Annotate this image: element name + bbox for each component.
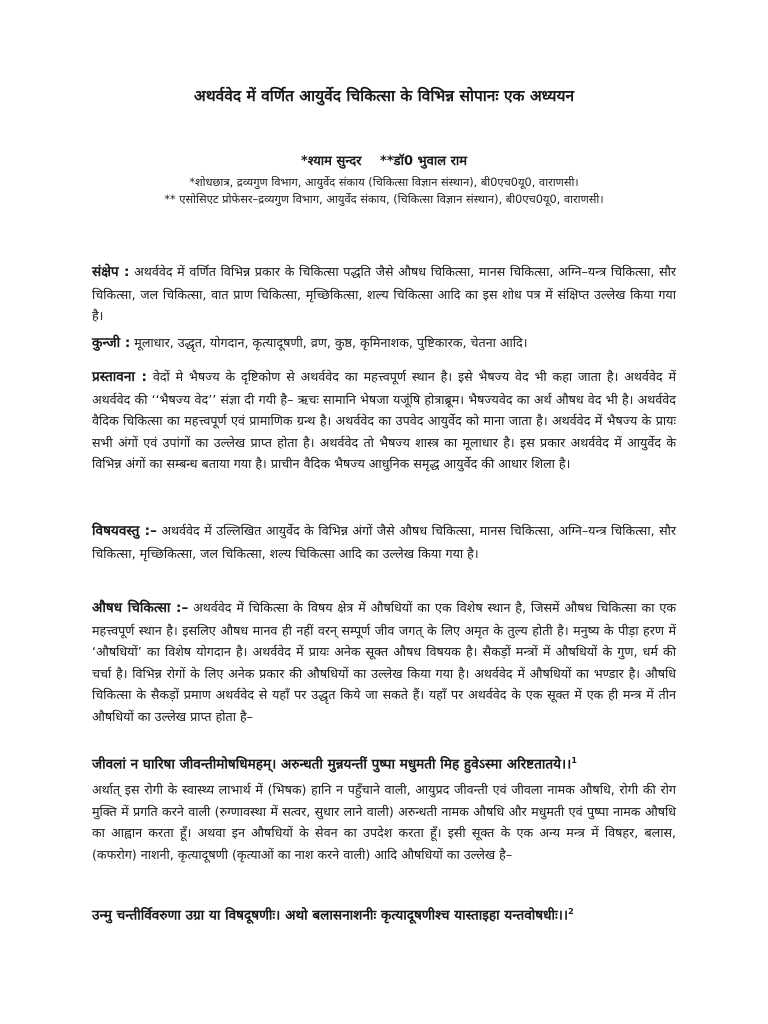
meaning-text: अर्थात् इस रोगी के स्वास्थ्य लाभार्थ में (भिषक) हानि न पहुँचाने वाली, आयुप्रद जीवन्ती एवं जीवला नामक औषधि, रोगी की रोग मुक्ति में प्रगति करने वाली (रुग्णावस्था में सत्वर, सुधार लाने वाली) अरुन्धती नामक औषधि और मधुमती एवं पुष्पा नामक औषधि का आह्वान करता हूँ। अथवा इन औषधियों के सेवन का उपदेश करता हूँ। इसी सूक्त के एक अन्य मन्त्र में विषहर, बलास, (कफरोग) नाशनी, कृत्यादूषणी (कृत्याओं का नाश करने वाली) आदि औषधियों का उल्लेख है– — [92, 782, 676, 862]
author-line — [0, 151, 768, 169]
author-2: **डॉ0 भुवाल राम — [380, 154, 468, 169]
meaning-paragraph — [92, 779, 676, 865]
abstract-text: अथर्ववेद में वर्णित विभिन्न प्रकार के चिकित्सा पद्धति जैसे औषध चिकित्सा, मानस चिकित्सा, अग्नि–यन्त्र चिकित्सा, सौर चिकित्सा, जल चिकित्सा, वात प्राण चिकित्सा, मृच्छिकित्सा, शल्य चिकित्सा आदि का इस शोध पत्र में संक्षिप्त उल्लेख किया गया है। — [92, 264, 677, 323]
subject-label: विषयवस्तु :– — [92, 523, 157, 539]
affiliation-2: ** एसोसिएट प्रोफेसर–द्रव्यगुण विभाग, आयुर्वेद संकाय, (चिकित्सा विज्ञान संस्थान), बी0एच0यू0, वाराणसी। — [164, 193, 604, 206]
medicine-label: औषध चिकित्सा :– — [92, 600, 189, 616]
footnote-ref-1: 1 — [571, 756, 577, 765]
author-1: *श्याम सुन्दर — [300, 154, 362, 169]
footnote-ref-2: 2 — [568, 907, 574, 916]
subject-paragraph — [92, 520, 676, 564]
medicine-text: अथर्ववेद में चिकित्सा के विषय क्षेत्र में औषधियों का एक विशेष स्थान है, जिसमें औषध चिकित्सा का एक महत्त्वपूर्ण स्थान है। इसलिए औषध मानव ही नहीं वरन् सम्पूर्ण जीव जगत् के लिए अमृत के तुल्य होती है। मनुष्य के पीड़ा हरण में ‘औषधियों’ का विशेष योगदान है। अथर्ववेद में प्रायः अनेक सूक्त औषध विषयक है। सैकड़ों मन्त्रों में औषधियों के गुण, धर्म की चर्चा है। विभिन्न रोगों के लिए अनेक प्रकार की औषधियों का उल्लेख किया गया है। अथर्ववेद में औषधियों का भण्डार है। औषधि चिकित्सा के सैकड़ों प्रमाण अथर्ववेद से यहाँ पर उद्धृत किये जा सकते हैं। यहाँ पर अथर्ववेद के एक सूक्त में एक ही मन्त्र में तीन औषधियों का उल्लेख प्राप्त होता है– — [92, 600, 676, 724]
introduction-paragraph — [92, 366, 676, 475]
keywords-text: मूलाधार, उद्धृत, योगदान, कृत्यादूषणी, व्रण, कुष्ठ, कृमिनाशक, पुष्टिकारक, चेतना आदि। — [130, 335, 528, 350]
affiliation-1: *शोधछात्र, द्रव्यगुण विभाग, आयुर्वेद संकाय (चिकित्सा विज्ञान संस्थान), बी0एच0यू0, वाराणसी। — [189, 176, 579, 189]
subject-text: अथर्ववेद में उल्लिखित आयुर्वेद के विभिन्न अंगों जैसे औषध चिकित्सा, मानस चिकित्सा, अग्नि–यन्त्र चिकित्सा, सौर चिकित्सा, मृच्छिकित्सा, जल चिकित्सा, शल्य चिकित्सा आदि का उल्लेख किया गया है। — [92, 523, 676, 561]
medicine-paragraph — [92, 597, 676, 727]
abstract-label: संक्षेप : — [92, 264, 130, 280]
verse-1-text: जीवलां न घारिषा जीवन्तीमोषधिमहम्। अरुन्धती मुन्नयन्तीं पुष्पा मधुमती मिह हुवेऽस्मा अरिष्टतातये।। — [92, 756, 572, 773]
abstract-paragraph — [92, 261, 676, 327]
keywords-label: कुन्जी : — [92, 335, 131, 351]
introduction-label: प्रस्तावना : — [92, 369, 147, 385]
introduction-text: वेदों मे भैषज्य के दृष्टिकोण से अथर्ववेद का महत्त्वपूर्ण स्थान है। इसे भैषज्य वेद भी कहा जाता है। अथर्ववेद में अथर्ववेद की ‘‘भैषज्य वेद’’ संज्ञा दी गयी है– ऋचः सामानि भेषजा यजूंषि होत्राब्रूम। भैषज्यवेद का अर्थ औषध वेद भी है। अथर्ववेद वैदिक चिकित्सा का महत्त्वपूर्ण एवं प्रामाणिक ग्रन्थ है। अथर्ववेद का उपवेद आयुर्वेद को माना जाता है। अथर्ववेद में भैषज्य के प्रायः सभी अंगों एवं उपांगों का उल्लेख प्राप्त होता है। अथर्ववेद तो भैषज्य शास्त्र का मूलाधार है। इस प्रकार अथर्ववेद में आयुर्वेद के विभिन्न अंगों का सम्बन्ध बताया गया है। प्राचीन वैदिक भैषज्य आधुनिक समृद्ध आयुर्वेद की आधार शिला है। — [92, 369, 676, 471]
paper-title: अथर्ववेद में वर्णित आयुर्वेद चिकित्सा के विभिन्न सोपानः एक अध्ययन — [193, 87, 575, 105]
verse-2 — [92, 902, 692, 926]
verse-1 — [92, 751, 692, 775]
keywords-paragraph — [92, 332, 676, 355]
verse-2-text: उन्मु चन्तीर्विवरुणा उग्रा या विषदूषणीः। अथो बलासनाशनीः कृत्यादूषणीश्च यास्ताइहा यन्तवोषधीः।। — [92, 907, 569, 924]
